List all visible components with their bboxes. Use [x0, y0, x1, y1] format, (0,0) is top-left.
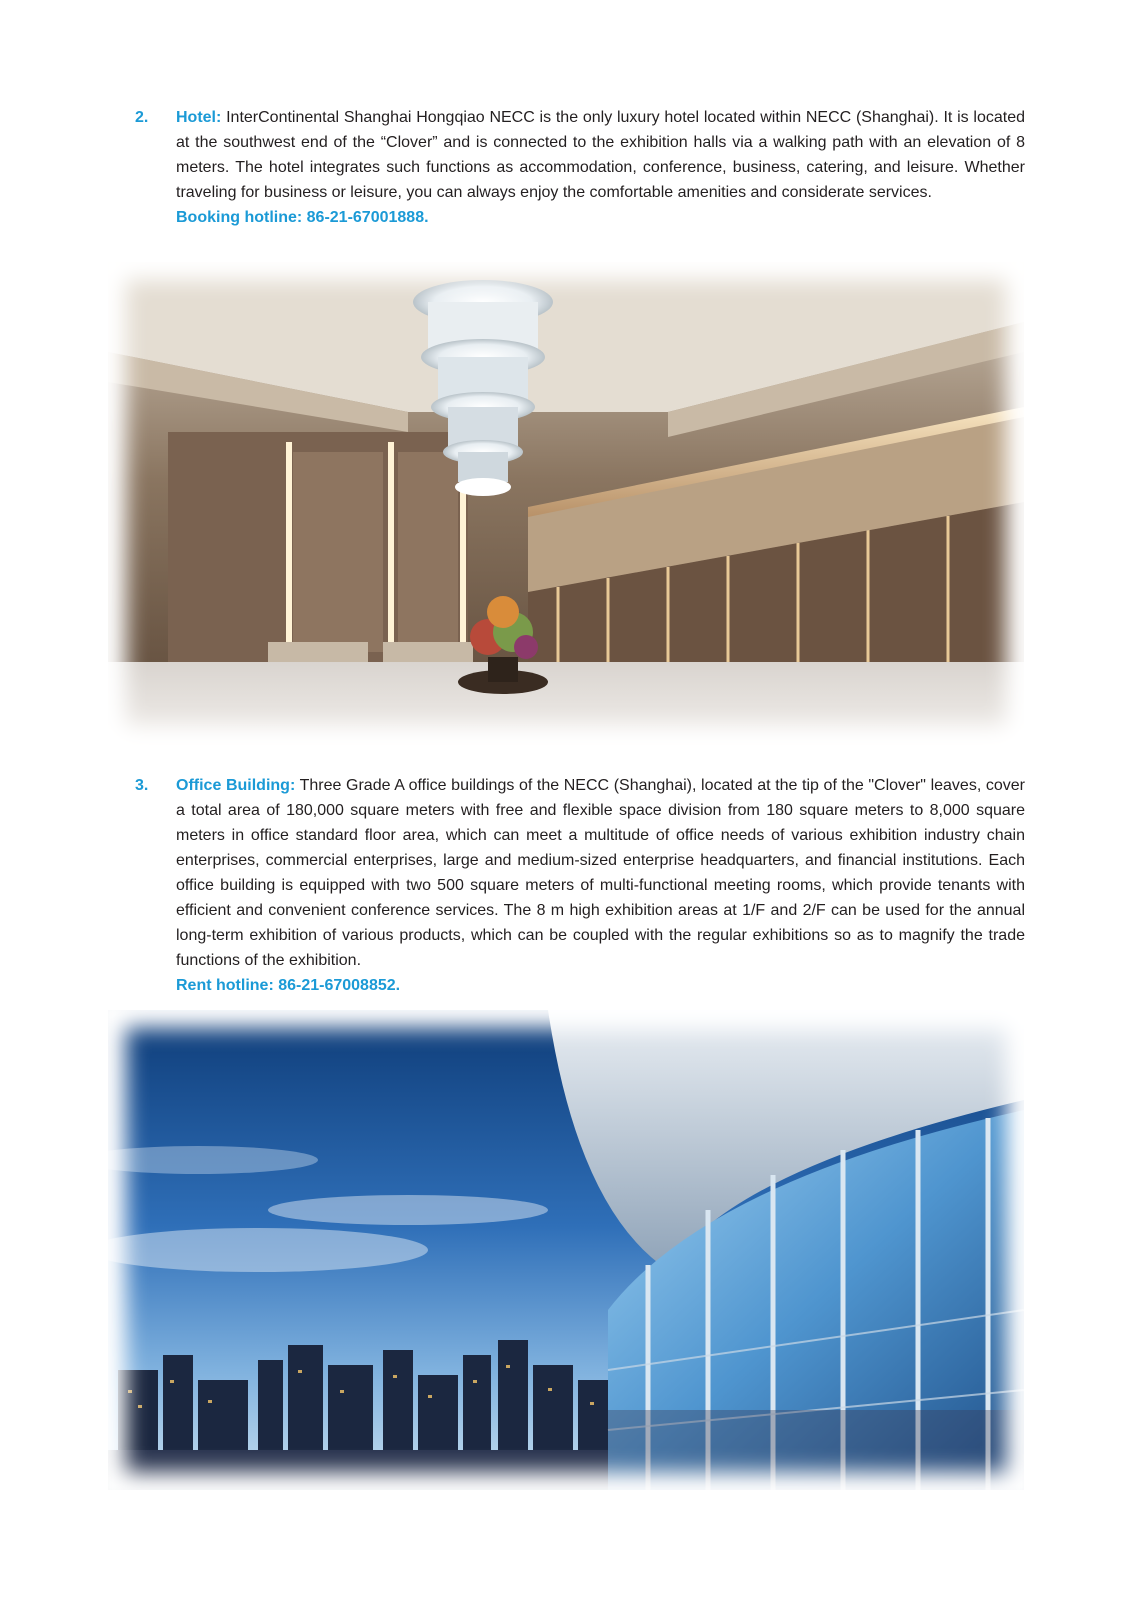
hotel-description: InterContinental Shanghai Hongqiao NECC is the only luxury hotel located within NECC (Shanghai). It is located at the southwest end of the “Clover” and is connected to the exhibition halls via a walking path with an elevation of 8 meters. The hotel integrates such functions as accommodation, conference, business, catering, and leisure. Whether traveling for business or leisure, you can always enjoy the comfortable amenities and considerate services.: [176, 109, 1025, 201]
office-item: [135, 773, 1025, 998]
office-paragraph: [176, 773, 1025, 973]
office-number: 3.: [135, 777, 149, 794]
office-building-photo: [108, 1010, 1024, 1490]
hotel-item: [135, 105, 1025, 230]
hotel-section: [135, 105, 1025, 230]
office-heading: Office Building:: [176, 777, 296, 794]
hotel-heading: Hotel:: [176, 109, 222, 126]
hotel-booking-hotline: Booking hotline: 86-21-67001888.: [176, 209, 429, 226]
office-section: [135, 773, 1025, 998]
hotel-paragraph: [176, 105, 1025, 205]
office-rent-hotline: Rent hotline: 86-21-67008852.: [176, 977, 401, 994]
hotel-lobby-photo: [108, 262, 1024, 745]
hotel-number: 2.: [135, 109, 149, 126]
office-description: Three Grade A office buildings of the NECC (Shanghai), located at the tip of the "Clover" leaves, cover a total area of 180,000 square meters with free and flexible space division from 180 square meters to 8,000 square meters in office standard floor area, which can meet a multitude of office needs of various exhibition industry chain enterprises, commercial enterprises, large and medium-sized enterprise headquarters, and financial institutions. Each office building is equipped with two 500 square meters of multi-functional meeting rooms, which provide tenants with efficient and convenient conference services. The 8 m high exhibition areas at 1/F and 2/F can be used for the annual long-term exhibition of various products, which can be coupled with the regular exhibitions so as to magnify the trade functions of the exhibition.: [176, 777, 1026, 969]
